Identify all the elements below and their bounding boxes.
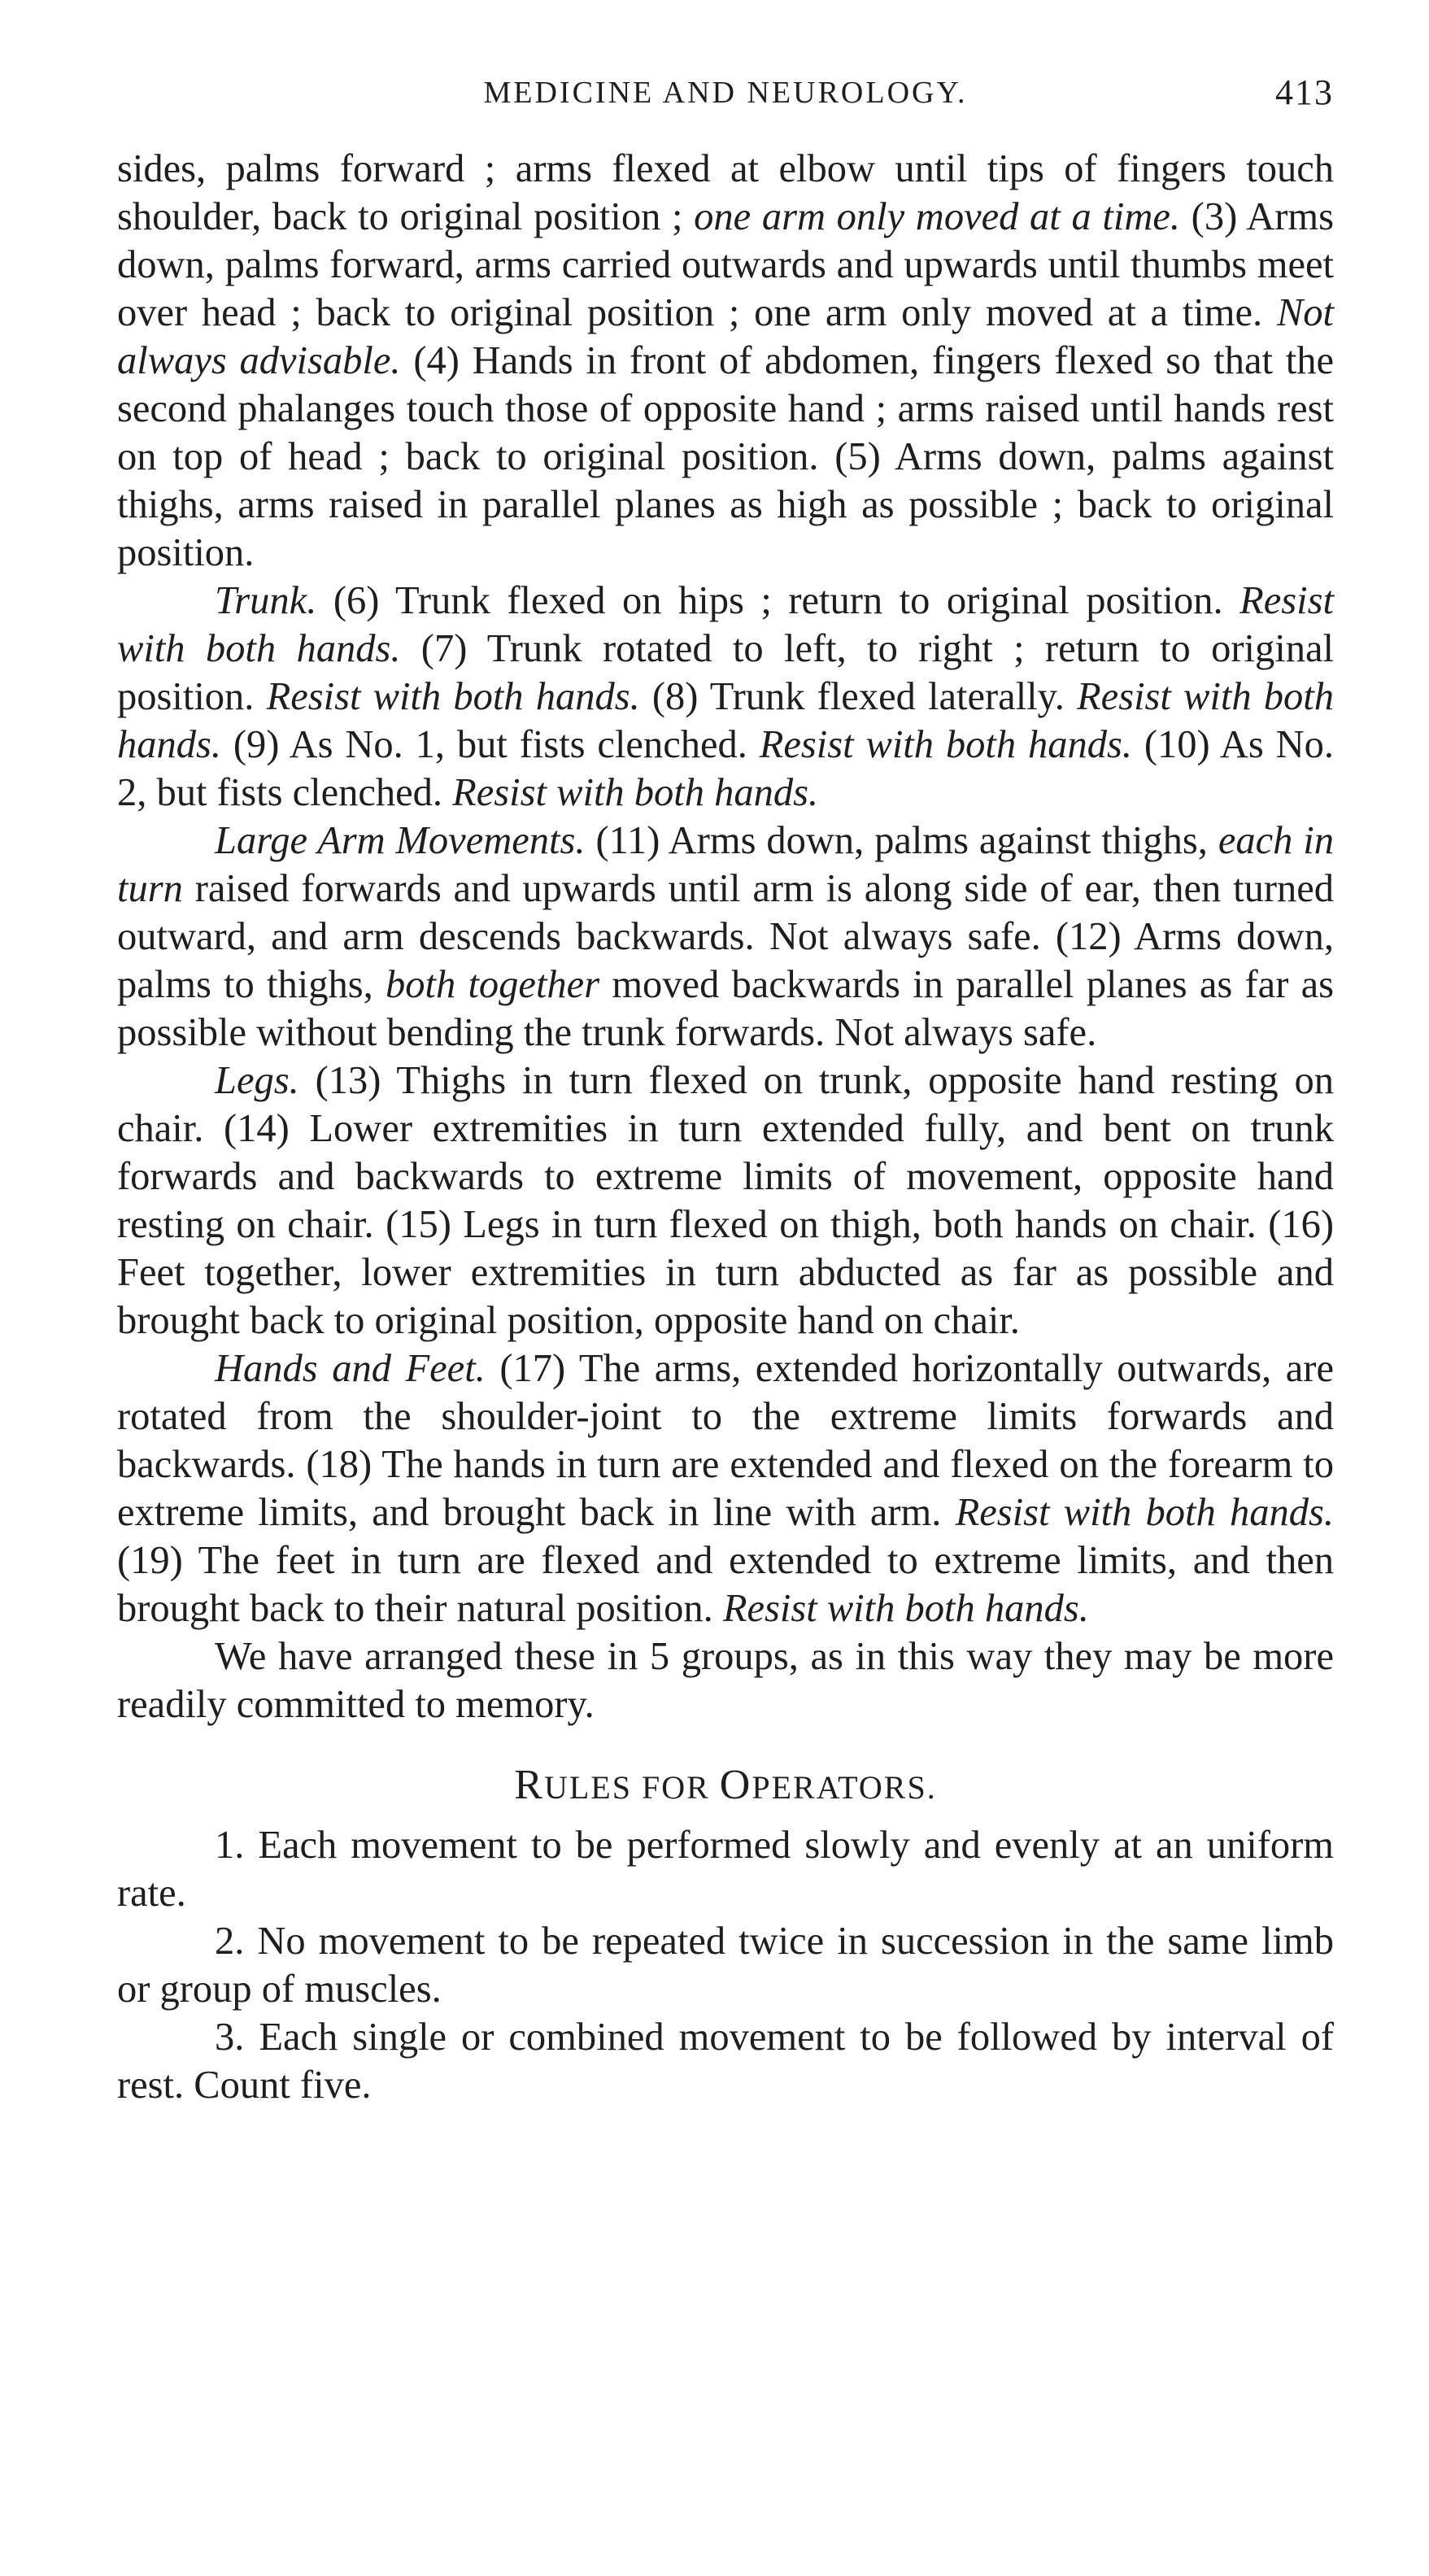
italic-text-run: each in turn (117, 819, 1334, 910)
text-run: (13) Thighs in turn flexed on trunk, opposite hand resting on chair. (14) Lower extremities in turn extended fully, and bent on trunk forwards and backwards to extreme limits of movement, opposite hand resting on chair. (15) Legs in turn flexed on thigh, both hands on chair. (16) Feet together, lower extremities in turn abducted as far as possible and brought back to original position, opposite hand on chair. (117, 1059, 1334, 1342)
text-run: (4) Hands in front of abdomen, fingers flexed so that the second phalanges touch those of opposite hand ; arms raised until hands rest on top of head ; back to original position. (5) Arms down, palms against thighs, arms raised in parallel planes as high as possible ; back to original position. (117, 339, 1334, 574)
text-run: (3) Arms down, palms forward, arms carried outwards and upwards until thumbs meet over head ; back to original position ; one arm only moved at a time. (117, 195, 1334, 334)
italic-text-run: Legs. (215, 1059, 299, 1102)
paragraph-trunk (117, 577, 1334, 817)
text-run: (11) Arms down, palms against thighs, (585, 819, 1218, 862)
text-run: moved backwards in parallel planes as far as possible without bending the trunk forwards. Not always safe. (117, 963, 1334, 1054)
running-title: MEDICINE AND NEUROLOGY. (483, 76, 968, 110)
italic-text-run: Resist with both hands. (117, 579, 1334, 670)
paragraph-arms-continued (117, 145, 1334, 577)
text-run: raised forwards and upwards until arm is along side of ear, then turned outward, and arm descends backwards. Not always safe. (12) Arms down, palms to thighs, (117, 867, 1334, 1006)
rule-item-3: 3. Each single or combined movement to be followed by interval of rest. Count five. (117, 2016, 1334, 2107)
heading-initial-o: O (719, 1762, 752, 1808)
rule-item-2: 2. No movement to be repeated twice in succession in the same limb or group of muscles. (117, 1920, 1334, 2011)
italic-text-run: Large Arm Movements. (215, 819, 586, 862)
italic-text-run: Not always advisable. (117, 291, 1334, 382)
running-head (117, 68, 1334, 117)
italic-text-run: one arm only moved at a time. (694, 195, 1180, 238)
paragraph-large-arm-movements (117, 817, 1334, 1057)
heading-rest-2: PERATORS. (752, 1769, 937, 1806)
body-text (117, 145, 1334, 2109)
text-run: (10) As No. 2, but fists clenched. (117, 723, 1334, 814)
italic-text-run: Resist with both hands. (452, 771, 819, 814)
italic-text-run: Trunk. (215, 579, 317, 622)
italic-text-run: both together (385, 963, 600, 1006)
rule-item-1: 1. Each movement to be performed slowly and evenly at an uniform rate. (117, 1824, 1334, 1915)
page-number: 413 (1275, 72, 1334, 112)
italic-text-run: Resist with both hands. (722, 1587, 1089, 1630)
text-run: (9) As No. 1, but fists clenched. (221, 723, 760, 766)
section-heading-rules-for-operators (117, 1761, 1334, 1811)
heading-rest-1: ULES FOR (543, 1769, 720, 1806)
paragraph-groups-summary (117, 1632, 1334, 1728)
text-run: (7) Trunk rotated to left, to right ; return to original position. (117, 627, 1334, 718)
text-run: We have arranged these in 5 groups, as in this way they may be more readily committed to memory. (117, 1635, 1334, 1726)
heading-initial-r: R (514, 1762, 544, 1808)
italic-text-run: Hands and Feet. (215, 1347, 486, 1390)
italic-text-run: Resist with both hands. (759, 723, 1132, 766)
paragraph-legs (117, 1057, 1334, 1345)
text-run: (17) The arms, extended horizontally outwards, are rotated from the shoulder-joint to the extreme limits forwards and backwards. (18) The hands in turn are extended and flexed on the forearm to extreme limits, and brought back in line with arm. (117, 1347, 1334, 1534)
text-run: (6) Trunk flexed on hips ; return to original position. (316, 579, 1240, 622)
italic-text-run: Resist with both hands. (266, 675, 640, 718)
text-run: (8) Trunk flexed laterally. (639, 675, 1078, 718)
text-run: (19) The feet in turn are flexed and extended to extreme limits, and then brought back to their natural position. (117, 1539, 1334, 1630)
italic-text-run: Resist with both hands. (955, 1491, 1335, 1534)
italic-text-run: Resist with both hands. (117, 675, 1334, 766)
text-run: sides, palms forward ; arms flexed at elbow until tips of fingers touch shoulder, back to original position ; (117, 147, 1334, 238)
paragraph-hands-and-feet (117, 1345, 1334, 1632)
